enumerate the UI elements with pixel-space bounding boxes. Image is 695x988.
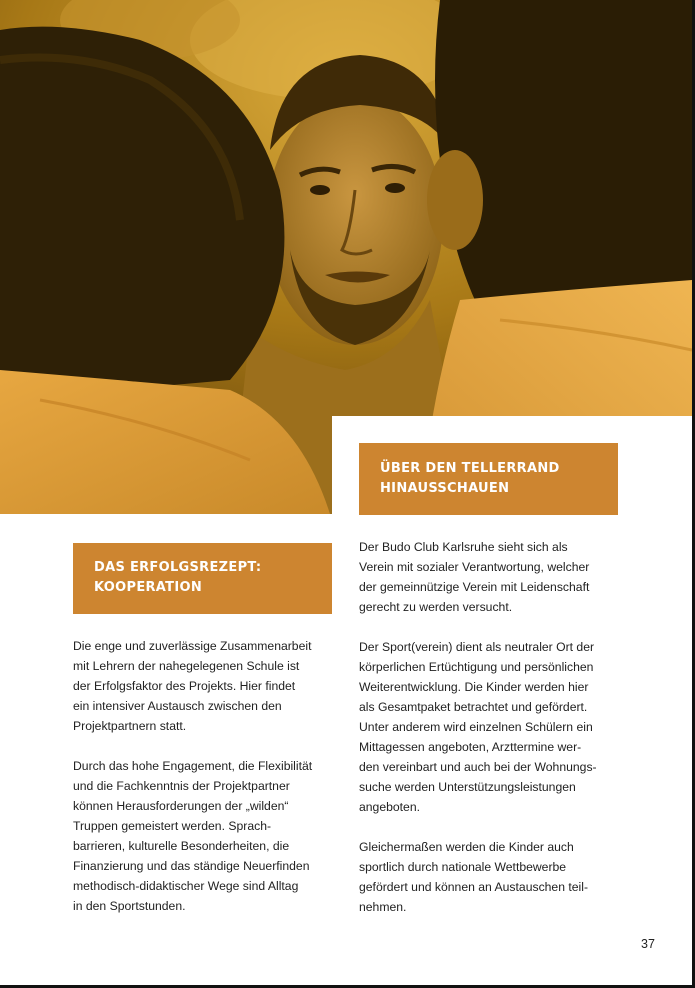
left-text-column xyxy=(73,636,335,936)
text-line: methodisch-didaktischer Wege sind Alltag xyxy=(73,879,299,893)
paragraph xyxy=(359,637,621,817)
page-number: 37 xyxy=(641,937,655,951)
heading-line: HINAUSSCHAUEN xyxy=(380,481,510,496)
text-line: der gemeinnützige Verein mit Leidenschaft xyxy=(359,580,590,594)
text-line: als Gesamtpaket betrachtet und gefördert. xyxy=(359,700,588,714)
text-line: Durch das hohe Engagement, die Flexibilität xyxy=(73,759,313,773)
text-line: barrieren, kulturelle Besonderheiten, die xyxy=(73,839,290,853)
text-line: suche werden Unterstützungsleistungen xyxy=(359,780,576,794)
text-line: Die enge und zuverlässige Zusammenarbeit xyxy=(73,639,312,653)
text-line: gefördert und können an Austauschen teil- xyxy=(359,880,589,894)
text-line: Verein mit sozialer Verantwortung, welcher xyxy=(359,560,590,574)
text-line: nehmen. xyxy=(359,900,407,914)
paragraph xyxy=(73,756,335,916)
paragraph xyxy=(359,837,621,917)
text-line: Weiterentwicklung. Die Kinder werden hier xyxy=(359,680,589,694)
text-line: der Erfolgsfaktor des Projekts. Hier findet xyxy=(73,679,296,693)
text-line: Finanzierung und das ständige Neuerfinden xyxy=(73,859,310,873)
text-line: Truppen gemeistert werden. Sprach- xyxy=(73,819,272,833)
heading-line: ÜBER DEN TELLERRAND xyxy=(380,461,560,476)
text-line: Mittagessen angeboten, Arzttermine wer- xyxy=(359,740,582,754)
heading-line: DAS ERFOLGSREZEPT: xyxy=(94,560,262,575)
text-line: Projektpartnern statt. xyxy=(73,719,187,733)
heading-ueber-den-tellerrand xyxy=(359,443,618,515)
text-line: Der Sport(verein) dient als neutraler Ort der xyxy=(359,640,595,654)
text-line: den vereinbart und auch bei der Wohnungs- xyxy=(359,760,597,774)
text-line: Der Budo Club Karlsruhe sieht sich als xyxy=(359,540,568,554)
paragraph xyxy=(73,636,335,736)
text-line: und die Fachkenntnis der Projektpartner xyxy=(73,779,290,793)
text-line: sportlich durch nationale Wettbewerbe xyxy=(359,860,567,874)
text-line: Gleichermaßen werden die Kinder auch xyxy=(359,840,574,854)
text-line: können Herausforderungen der „wilden“ xyxy=(73,799,289,813)
text-line: angeboten. xyxy=(359,800,420,814)
text-line: ein intensiver Austausch zwischen den xyxy=(73,699,282,713)
right-text-column xyxy=(359,537,621,937)
heading-line: KOOPERATION xyxy=(94,580,202,595)
text-line: Unter anderem wird einzelnen Schülern ein xyxy=(359,720,593,734)
text-line: körperlichen Ertüchtigung und persönlichen xyxy=(359,660,594,674)
paragraph xyxy=(359,537,621,617)
text-line: in den Sportstunden. xyxy=(73,899,186,913)
text-line: mit Lehrern der nahegelegenen Schule ist xyxy=(73,659,300,673)
text-line: gerecht zu werden versucht. xyxy=(359,600,513,614)
heading-erfolgsrezept xyxy=(73,543,332,614)
